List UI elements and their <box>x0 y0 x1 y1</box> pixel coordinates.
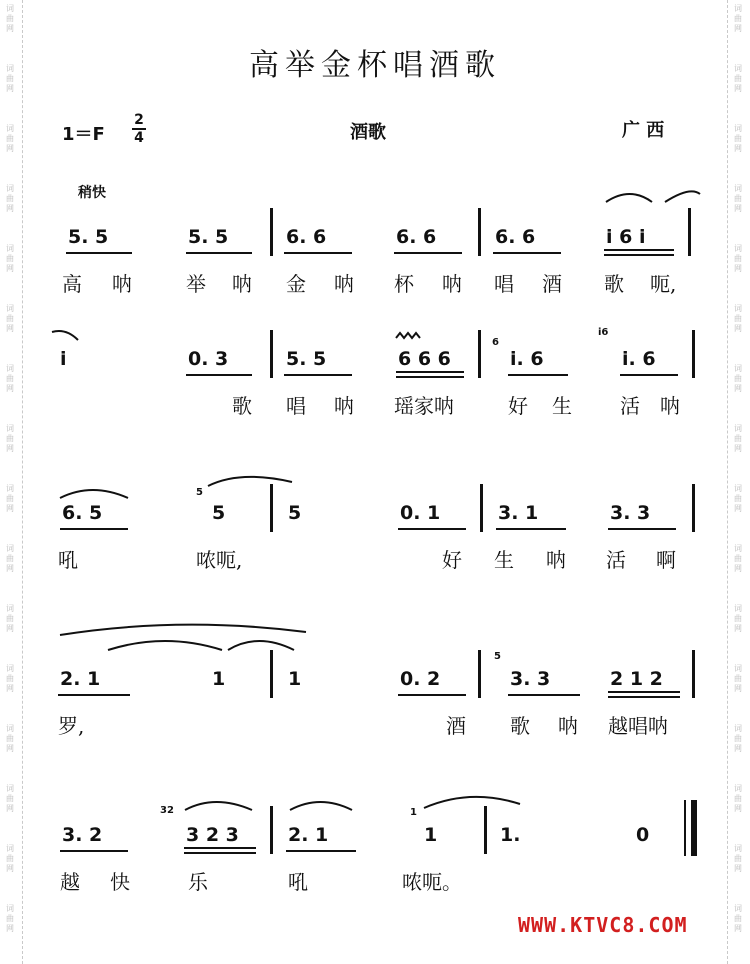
watermark-glyph: 词 <box>6 484 14 493</box>
slur <box>185 802 252 810</box>
watermark-glyph: 网 <box>6 624 14 633</box>
note-group: i. 6 <box>510 348 544 370</box>
watermark-glyph: 词 <box>734 124 742 133</box>
lyric: 歌 <box>232 394 252 418</box>
lyric: 高 <box>62 272 82 296</box>
watermark-glyph: 词 <box>734 724 742 733</box>
watermark-glyph: 曲 <box>6 374 14 383</box>
lyric: 越 <box>60 870 80 894</box>
note-group: 1 <box>212 668 226 690</box>
beam-line <box>286 850 356 852</box>
final-bar-thick <box>691 800 697 856</box>
lyric: 呐 <box>546 548 566 572</box>
lyric: 金 <box>286 272 306 296</box>
lyric: 唱 <box>494 272 514 296</box>
watermark-glyph: 曲 <box>6 74 14 83</box>
bar-line <box>270 330 273 378</box>
watermark-glyph: 曲 <box>734 914 742 923</box>
note-group: 3. 1 <box>498 502 539 524</box>
lyric: 呐 <box>232 272 252 296</box>
note-group: 0. 1 <box>400 502 441 524</box>
beam-line <box>186 374 252 376</box>
site-watermark: WWW.KTVC8.COM <box>518 913 688 937</box>
watermark-glyph: 网 <box>734 804 742 813</box>
lyric: 唱 <box>286 394 306 418</box>
slur <box>290 802 352 810</box>
beam-line <box>284 374 352 376</box>
lyric: 好 <box>442 548 462 572</box>
beam-line <box>620 374 678 376</box>
watermark-glyph: 网 <box>734 684 742 693</box>
watermark-glyph: 网 <box>734 624 742 633</box>
lyric: 生 <box>494 548 514 572</box>
note-group: 1 <box>288 668 302 690</box>
watermark-glyph: 曲 <box>6 494 14 503</box>
watermark-glyph: 网 <box>734 864 742 873</box>
note-group: 0. 2 <box>400 668 441 690</box>
watermark-glyph: 曲 <box>6 854 14 863</box>
lyric: 活 <box>620 394 640 418</box>
note-group: 3. 3 <box>510 668 551 690</box>
note-group: 6. 6 <box>286 226 327 248</box>
bar-line <box>270 484 273 532</box>
watermark-glyph: 网 <box>6 324 14 333</box>
lyric: 歌 <box>510 714 530 738</box>
slur <box>60 490 128 498</box>
note-group: 6. 6 <box>495 226 536 248</box>
bar-line <box>270 806 273 854</box>
bar-line <box>484 806 487 854</box>
watermark-glyph: 曲 <box>6 314 14 323</box>
watermark-glyph: 曲 <box>6 254 14 263</box>
bar-line <box>478 650 481 698</box>
grace-note: 32 <box>160 805 174 816</box>
lyric: 呐 <box>334 272 354 296</box>
time-signature-top: 2 <box>134 112 144 128</box>
watermark-glyph: 曲 <box>6 134 14 143</box>
beam-line <box>508 694 580 696</box>
beam-line <box>284 252 352 254</box>
watermark-glyph: 词 <box>734 544 742 553</box>
lyric: 呐 <box>442 272 462 296</box>
watermark-glyph: 网 <box>734 84 742 93</box>
watermark-glyph: 网 <box>734 924 742 933</box>
note-group: 5. 5 <box>286 348 327 370</box>
watermark-glyph: 网 <box>734 504 742 513</box>
watermark-glyph: 词 <box>6 184 14 193</box>
watermark-glyph: 曲 <box>734 74 742 83</box>
lyric: 呐 <box>660 394 680 418</box>
bar-line <box>270 650 273 698</box>
beam-line <box>60 528 128 530</box>
key-signature: 1＝F <box>62 124 105 145</box>
watermark-glyph: 曲 <box>734 434 742 443</box>
lyric: 好 <box>508 394 528 418</box>
watermark-glyph: 词 <box>6 424 14 433</box>
watermark-glyph: 网 <box>6 684 14 693</box>
watermark-glyph: 曲 <box>6 914 14 923</box>
note-group: 2 1 2 <box>610 668 663 690</box>
watermark-glyph: 曲 <box>6 194 14 203</box>
note-group: 5. 5 <box>68 226 109 248</box>
watermark-glyph: 曲 <box>6 614 14 623</box>
grace-note: 1 <box>410 807 417 818</box>
watermark-glyph: 词 <box>6 724 14 733</box>
lyric: 瑶家呐 <box>394 394 454 418</box>
song-subtitle: 酒歌 <box>350 122 386 143</box>
beam-line <box>608 691 680 693</box>
watermark-glyph: 词 <box>734 844 742 853</box>
lyric: 啊 <box>656 548 676 572</box>
watermark-glyph: 词 <box>6 4 14 13</box>
watermark-glyph: 网 <box>6 264 14 273</box>
watermark-glyph: 词 <box>734 424 742 433</box>
watermark-glyph: 词 <box>734 784 742 793</box>
lyric: 乐 <box>188 870 208 894</box>
watermark-glyph: 曲 <box>734 14 742 23</box>
note-group: 6. 5 <box>62 502 103 524</box>
lyric: 呐 <box>334 394 354 418</box>
watermark-glyph: 曲 <box>734 494 742 503</box>
watermark-glyph: 词 <box>6 304 14 313</box>
bar-line <box>478 330 481 378</box>
watermark-glyph: 曲 <box>734 254 742 263</box>
watermark-glyph: 曲 <box>6 794 14 803</box>
trill-mark <box>396 333 420 338</box>
watermark-glyph: 词 <box>734 364 742 373</box>
note-group: 1. <box>500 824 521 846</box>
watermark-glyph: 曲 <box>6 734 14 743</box>
watermark-glyph: 网 <box>6 84 14 93</box>
beam-line <box>60 850 128 852</box>
beam-line <box>508 374 568 376</box>
slur <box>424 797 520 808</box>
note-group: 1 <box>424 824 438 846</box>
watermark-glyph: 网 <box>734 264 742 273</box>
lyric: 生 <box>552 394 572 418</box>
watermark-glyph: 曲 <box>734 854 742 863</box>
watermark-glyph: 网 <box>734 564 742 573</box>
note-group: 0 <box>636 824 650 846</box>
watermark-glyph: 词 <box>734 484 742 493</box>
note-group: 6. 6 <box>396 226 437 248</box>
bar-line <box>692 330 695 378</box>
note-group: i 6 i <box>606 226 646 248</box>
watermark-glyph: 网 <box>734 324 742 333</box>
note-group: 6 6 6 <box>398 348 451 370</box>
watermark-glyph: 曲 <box>734 674 742 683</box>
lyric: 活 <box>606 548 626 572</box>
watermark-glyph: 网 <box>6 744 14 753</box>
note-group: 2. 1 <box>60 668 101 690</box>
watermark-glyph: 词 <box>734 664 742 673</box>
watermark-glyph: 词 <box>6 244 14 253</box>
watermark-glyph: 词 <box>6 604 14 613</box>
watermark-glyph: 词 <box>734 604 742 613</box>
grace-note: 6 <box>492 337 499 348</box>
time-signature-bottom: 4 <box>134 130 144 146</box>
watermark-glyph: 词 <box>6 904 14 913</box>
slur <box>60 625 306 635</box>
note-group: 5 <box>288 502 302 524</box>
watermark-glyph: 网 <box>734 384 742 393</box>
bar-line <box>692 484 695 532</box>
bar-line <box>688 208 691 256</box>
note-group: 5 <box>212 502 226 524</box>
note-group: 3. 3 <box>610 502 651 524</box>
watermark-glyph: 网 <box>6 864 14 873</box>
lyric: 吼 <box>288 870 308 894</box>
watermark-glyph: 词 <box>734 904 742 913</box>
watermark-glyph: 曲 <box>734 374 742 383</box>
watermark-glyph: 词 <box>734 184 742 193</box>
watermark-glyph: 词 <box>6 64 14 73</box>
watermark-glyph: 词 <box>6 664 14 673</box>
song-title: 高举金杯唱酒歌 <box>249 48 501 83</box>
beam-line <box>396 371 464 373</box>
watermark-glyph: 网 <box>6 24 14 33</box>
beam-line <box>398 528 466 530</box>
watermark-glyph: 网 <box>734 744 742 753</box>
lyric: 呃, <box>650 272 677 296</box>
bar-line <box>270 208 273 256</box>
watermark-glyph: 网 <box>6 804 14 813</box>
watermark-glyph: 曲 <box>734 794 742 803</box>
watermark-glyph: 曲 <box>734 734 742 743</box>
lyric: 越唱呐 <box>608 714 668 738</box>
watermark-glyph: 网 <box>734 144 742 153</box>
lyric: 哝呃。 <box>402 870 462 894</box>
bar-line <box>478 208 481 256</box>
watermark-glyph: 曲 <box>734 314 742 323</box>
lyric: 快 <box>110 870 130 894</box>
bar-line <box>692 650 695 698</box>
watermark-glyph: 网 <box>6 564 14 573</box>
watermark-glyph: 词 <box>6 364 14 373</box>
beam-line <box>604 254 674 256</box>
watermark-glyph: 词 <box>6 844 14 853</box>
note-group: 5. 5 <box>188 226 229 248</box>
lyric: 酒 <box>446 714 466 738</box>
lyric: 呐 <box>558 714 578 738</box>
beam-line <box>58 694 130 696</box>
beam-line <box>396 376 464 378</box>
watermark-glyph: 网 <box>6 444 14 453</box>
watermark-glyph: 词 <box>734 304 742 313</box>
grace-note: 5 <box>196 487 203 498</box>
watermark-glyph: 网 <box>6 384 14 393</box>
beam-line <box>394 252 462 254</box>
beam-line <box>398 694 466 696</box>
watermark-glyph: 词 <box>6 124 14 133</box>
lyric: 罗, <box>58 714 85 738</box>
watermark-glyph: 网 <box>6 924 14 933</box>
lyric: 哝呃, <box>196 548 243 572</box>
beam-line <box>608 528 676 530</box>
beam-line <box>184 847 256 849</box>
final-bar-thin <box>684 800 686 856</box>
watermark-glyph: 曲 <box>6 14 14 23</box>
lyric: 举 <box>186 272 206 296</box>
lyric: 杯 <box>394 272 414 296</box>
watermark-glyph: 词 <box>734 64 742 73</box>
watermark-glyph: 曲 <box>734 554 742 563</box>
tempo-marking: 稍快 <box>78 185 106 201</box>
note-group: 3. 2 <box>62 824 103 846</box>
watermark-glyph: 网 <box>6 144 14 153</box>
slur <box>228 641 294 650</box>
note-group: 0. 3 <box>188 348 229 370</box>
song-region: 广 西 <box>622 120 665 141</box>
beam-line <box>186 252 252 254</box>
watermark-glyph: 曲 <box>734 134 742 143</box>
watermark-glyph: 网 <box>734 444 742 453</box>
watermark-glyph: 曲 <box>6 554 14 563</box>
watermark-glyph: 词 <box>6 784 14 793</box>
beam-line <box>493 252 561 254</box>
note-group: 3 2 3 <box>186 824 239 846</box>
grace-note: 5 <box>494 651 501 662</box>
beam-line <box>66 252 132 254</box>
grace-note: i6 <box>598 327 609 338</box>
watermark-glyph: 曲 <box>734 614 742 623</box>
watermark-glyph: 曲 <box>734 194 742 203</box>
lyric: 吼 <box>58 548 78 572</box>
watermark-glyph: 词 <box>6 544 14 553</box>
lyric: 歌 <box>604 272 624 296</box>
slur <box>665 191 700 202</box>
beam-line <box>608 696 680 698</box>
slur <box>606 194 652 202</box>
watermark-glyph: 网 <box>6 204 14 213</box>
watermark-glyph: 网 <box>6 504 14 513</box>
watermark-glyph: 词 <box>734 244 742 253</box>
watermark-glyph: 词 <box>734 4 742 13</box>
watermark-glyph: 网 <box>734 204 742 213</box>
watermark-glyph: 网 <box>734 24 742 33</box>
watermark-glyph: 曲 <box>6 434 14 443</box>
slur <box>208 477 292 486</box>
note-group: i. 6 <box>622 348 656 370</box>
note-group: 2. 1 <box>288 824 329 846</box>
beam-line <box>496 528 566 530</box>
slur <box>108 641 222 650</box>
note-group: i <box>60 348 67 370</box>
lyric: 呐 <box>112 272 132 296</box>
watermark-glyph: 曲 <box>6 674 14 683</box>
lyric: 酒 <box>542 272 562 296</box>
beam-line <box>604 249 674 251</box>
beam-line <box>184 852 256 854</box>
bar-line <box>480 484 483 532</box>
slur <box>52 331 78 340</box>
